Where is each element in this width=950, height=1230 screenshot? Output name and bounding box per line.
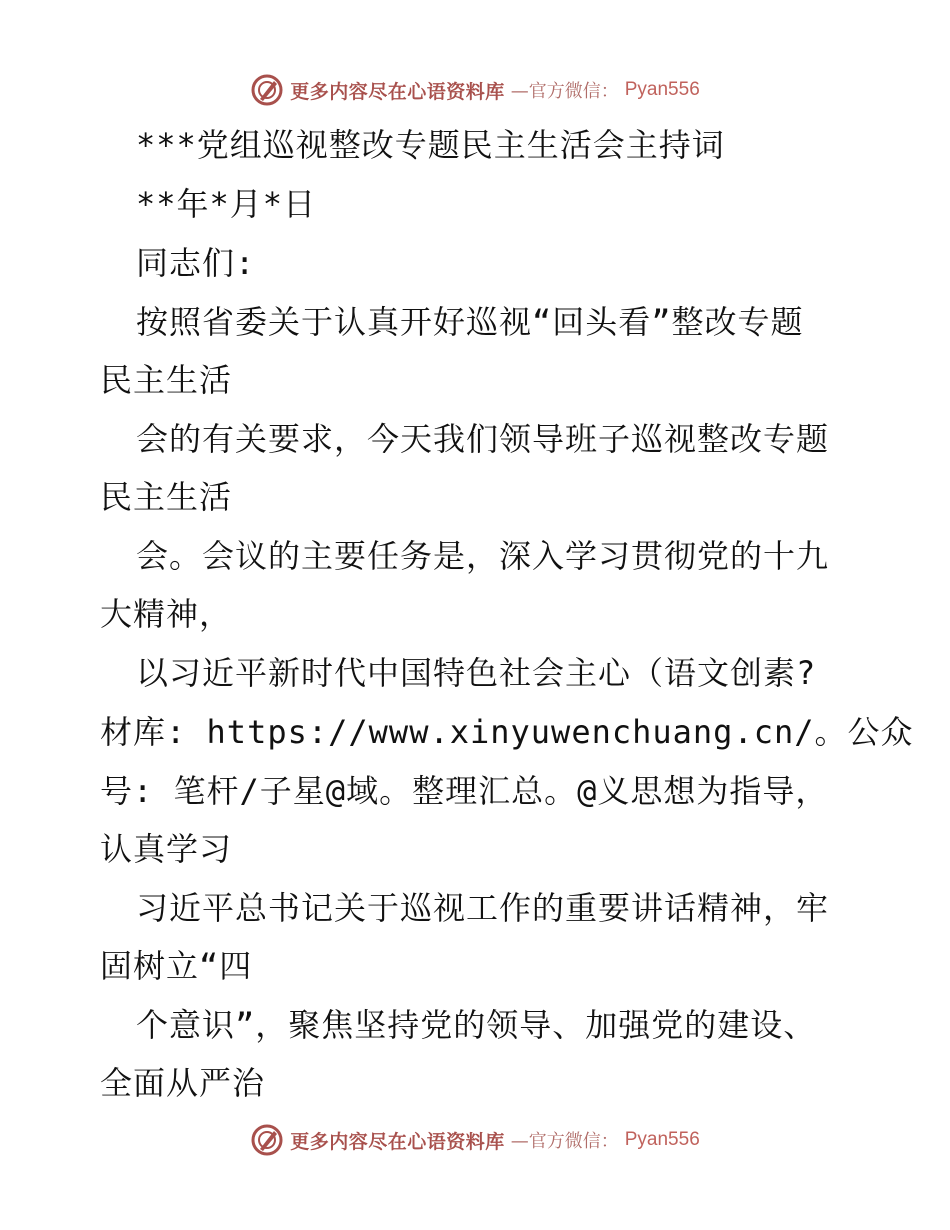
document-title: ***党组巡视整改专题民主生活会主持词 bbox=[136, 126, 725, 164]
text-line: 个意识”，聚焦坚持党的领导、加强党的建设、 bbox=[136, 1006, 817, 1044]
text-line: 民主生活 bbox=[100, 361, 233, 399]
text-line: 认真学习 bbox=[100, 830, 233, 868]
text-line: 习近平总书记关于巡视工作的重要讲话精神，牢 bbox=[136, 889, 830, 927]
banner-wechat-id: Pyan556 bbox=[624, 79, 700, 100]
header-watermark-banner bbox=[0, 70, 950, 110]
text-line: 会。会议的主要任务是，深入学习贯彻党的十九 bbox=[136, 537, 830, 575]
text-line: 材库: https://www.xinyuwenchuang.cn/。公众 bbox=[100, 713, 914, 751]
text-line: 以习近平新时代中国特色社会主心（语文创素? bbox=[136, 654, 817, 692]
text-line: 号: 笔杆/子星@域。整理汇总。@义思想为指导， bbox=[100, 772, 829, 810]
pen-logo-icon bbox=[250, 73, 284, 107]
text-line: 全面从严治 bbox=[100, 1064, 266, 1102]
banner-separator: —官方微信： bbox=[510, 1131, 619, 1152]
text-line: 大精神， bbox=[100, 595, 233, 633]
salutation: 同志们: bbox=[136, 244, 256, 282]
text-line: 按照省委关于认真开好巡视“回头看”整改专题 bbox=[136, 303, 804, 341]
document-date: **年*月*日 bbox=[136, 185, 317, 223]
banner-text: 更多内容尽在心语资料库 bbox=[290, 1130, 505, 1153]
banner-text: 更多内容尽在心语资料库 bbox=[290, 80, 505, 103]
pen-logo-icon bbox=[250, 1123, 284, 1157]
footer-watermark-banner bbox=[0, 1120, 950, 1160]
text-line: 固树立“四 bbox=[100, 947, 253, 985]
banner-separator: —官方微信： bbox=[510, 81, 619, 102]
text-line: 会的有关要求，今天我们领导班子巡视整改专题 bbox=[136, 420, 830, 458]
banner-wechat-id: Pyan556 bbox=[624, 1129, 700, 1150]
text-line: 民主生活 bbox=[100, 478, 233, 516]
